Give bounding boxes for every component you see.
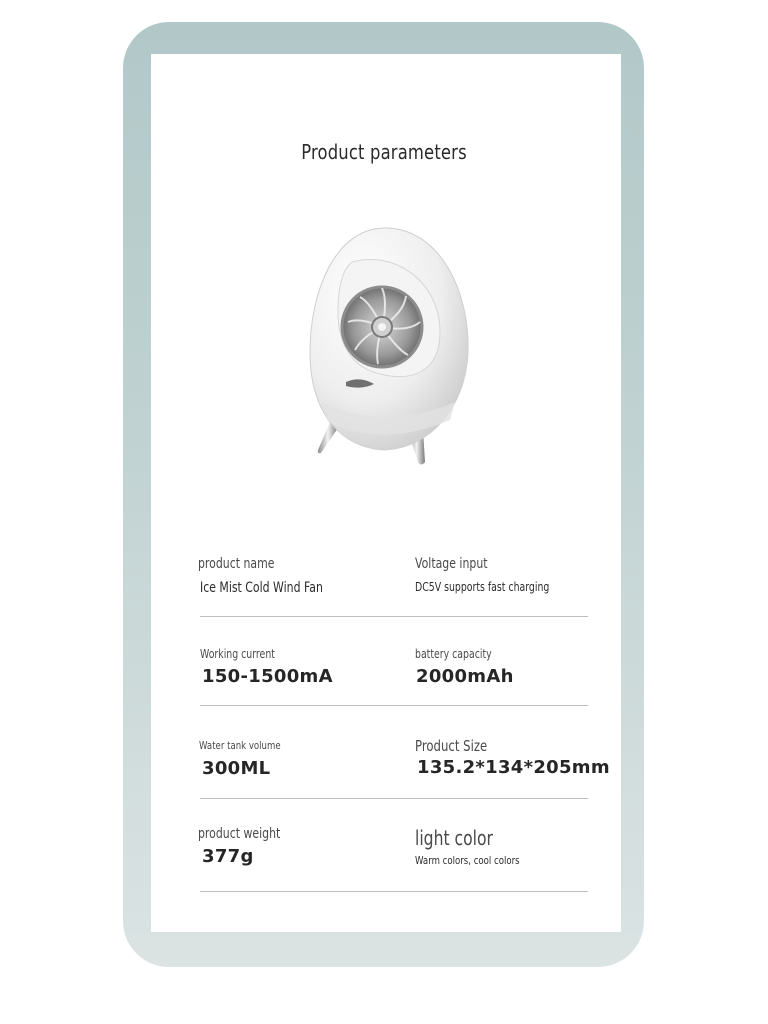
param-label: product name — [198, 556, 275, 572]
divider — [200, 891, 588, 892]
param-label: Water tank volume — [199, 739, 281, 752]
divider — [200, 705, 588, 706]
param-value: 377g — [202, 846, 254, 867]
param-label: Product Size — [415, 737, 488, 755]
param-voltage-input — [415, 556, 587, 594]
divider — [200, 616, 588, 617]
page-title: Product parameters — [301, 140, 467, 164]
param-value: Warm colors, cool colors — [415, 854, 520, 867]
divider — [200, 798, 588, 799]
param-value: 300ML — [202, 758, 271, 779]
param-label: light color — [415, 826, 493, 850]
param-label: Working current — [200, 647, 275, 661]
param-light-color — [415, 826, 549, 867]
param-value: DC5V supports fast charging — [415, 580, 550, 594]
product-image — [300, 222, 470, 472]
param-battery-capacity — [415, 647, 514, 687]
fan-illustration-icon — [300, 222, 470, 472]
param-product-size — [415, 737, 610, 778]
param-working-current — [198, 647, 333, 687]
param-value: Ice Mist Cold Wind Fan — [200, 580, 323, 596]
param-product-name — [198, 556, 358, 596]
param-label: product weight — [198, 826, 281, 842]
param-value: 135.2*134*205mm — [417, 757, 610, 778]
param-product-weight — [198, 826, 304, 867]
param-water-tank-volume — [198, 737, 304, 779]
param-value: 2000mAh — [416, 666, 514, 687]
param-label: battery capacity — [415, 647, 492, 661]
content-panel — [151, 54, 621, 932]
param-value: 150-1500mA — [202, 666, 333, 687]
param-label: Voltage input — [415, 556, 488, 572]
